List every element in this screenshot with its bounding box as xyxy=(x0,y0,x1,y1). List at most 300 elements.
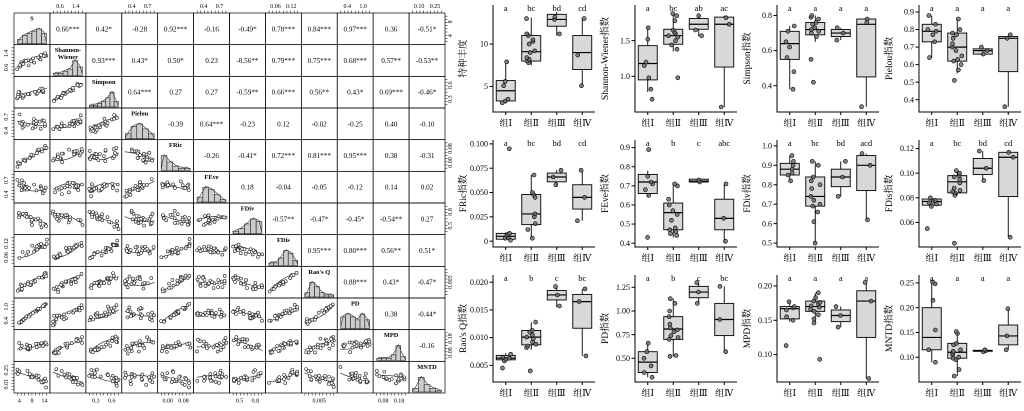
scatter-point xyxy=(129,193,132,196)
axis-tick-label: 0.4 xyxy=(343,4,352,10)
data-point xyxy=(668,228,672,232)
scatterplot xyxy=(232,369,262,385)
y-axis-label: Pielou指数 xyxy=(885,36,895,81)
pairs-cell-r11c11 xyxy=(373,330,409,362)
scatter-point xyxy=(207,282,210,285)
box-group-组Ⅰ xyxy=(638,341,657,379)
scatter-point xyxy=(61,161,64,164)
scatter-point xyxy=(209,376,212,379)
data-point xyxy=(1004,348,1008,352)
scatter-point xyxy=(40,226,43,229)
scatter-point xyxy=(214,311,217,314)
scatter-point xyxy=(52,320,55,323)
scatter-point xyxy=(278,379,281,382)
data-point xyxy=(667,34,671,38)
boxplot-panel-Pielou指数 xyxy=(882,0,1024,135)
correlation-label: 0.92*** xyxy=(163,25,188,34)
scatter-point xyxy=(31,376,34,379)
scatter-point xyxy=(180,247,183,250)
significance-letter: cd xyxy=(578,3,587,13)
scatterplot xyxy=(125,244,155,255)
data-point xyxy=(576,53,580,57)
data-point xyxy=(816,313,820,317)
scatterplot xyxy=(375,369,406,385)
y-tick-label: 1.0 xyxy=(620,71,630,81)
pairs-cell-r5c8 xyxy=(265,140,301,172)
axis-tick-label: 0.7 xyxy=(4,113,10,121)
scatter-point xyxy=(257,286,260,289)
scatterplot xyxy=(268,271,298,293)
box-group-组Ⅰ xyxy=(638,148,657,240)
data-point xyxy=(866,218,870,222)
data-point xyxy=(933,40,937,44)
scatter-point xyxy=(29,216,32,219)
data-point xyxy=(1007,150,1011,154)
scatter-point xyxy=(316,346,319,349)
scatter-point xyxy=(130,350,133,353)
scatterplot xyxy=(161,274,191,293)
scatter-point xyxy=(98,217,101,220)
axis-tick-label: 0.00 xyxy=(162,398,173,405)
scatter-point xyxy=(331,377,334,380)
scatter-point xyxy=(60,122,63,125)
scatter-point xyxy=(75,185,78,188)
y-tick-label: 0.50 xyxy=(616,353,630,363)
y-tick-label: 0.15 xyxy=(900,328,914,338)
scatterplot xyxy=(88,210,120,230)
histogram-bar xyxy=(179,168,185,170)
scatter-point xyxy=(179,180,182,183)
scatter-point xyxy=(272,288,275,291)
data-point xyxy=(984,166,988,170)
scatter-point xyxy=(316,343,319,346)
scatter-point xyxy=(95,368,98,371)
scatter-point xyxy=(77,218,80,221)
y-axis-label: FDis指数 xyxy=(885,174,895,213)
correlation-label: 0.88*** xyxy=(343,278,367,287)
box-group-组Ⅲ xyxy=(689,14,708,38)
axis-tick-label: 0.4 xyxy=(199,4,208,10)
scatter-point xyxy=(24,187,27,190)
histogram-bar xyxy=(58,73,63,75)
scatter-point xyxy=(151,372,154,375)
scatter-point xyxy=(56,95,59,98)
scatter-point xyxy=(100,188,103,191)
scatter-point xyxy=(73,309,76,312)
scatter-point xyxy=(115,116,118,119)
boxplot-chart-特种丰度 xyxy=(456,0,598,135)
data-point xyxy=(860,105,864,109)
pairs-cell-r11c10 xyxy=(337,330,373,362)
histogram-bar xyxy=(245,224,251,234)
box-group-组Ⅱ xyxy=(522,173,541,240)
data-point xyxy=(645,350,649,354)
box-group-组Ⅱ xyxy=(806,159,825,245)
scatter-point xyxy=(66,342,69,345)
data-point xyxy=(979,45,983,49)
scatter-point xyxy=(91,255,94,258)
significance-letter: a xyxy=(1006,273,1011,283)
significance-letter: cd xyxy=(578,138,587,148)
significance-letter: bc xyxy=(953,138,962,148)
pairs-cell-r2c4 xyxy=(122,45,158,77)
scatter-point xyxy=(242,283,245,286)
scatter-point xyxy=(33,250,36,253)
scatter-point xyxy=(40,342,43,345)
significance-letter: bc xyxy=(578,273,587,283)
significance-letter: a xyxy=(503,138,508,148)
scatter-point xyxy=(81,224,84,227)
scatter-point xyxy=(55,318,58,321)
box-group-组Ⅳ xyxy=(857,281,876,381)
scatterplot xyxy=(52,272,83,293)
scatterplot xyxy=(16,272,48,293)
scatter-point xyxy=(268,319,271,322)
axis-tick-label: 0.08 xyxy=(448,143,454,154)
scatter-point xyxy=(29,344,32,347)
pairs-cell-r12c1 xyxy=(14,361,50,393)
pairs-cell-r10c6 xyxy=(194,298,230,330)
pairs-cell-r2c2 xyxy=(50,45,86,77)
scatter-point xyxy=(282,280,285,283)
significance-letter: bd xyxy=(978,138,987,148)
data-point xyxy=(667,197,671,201)
axis-tick-label: 0.3 xyxy=(448,95,454,103)
significance-letter: cd xyxy=(1004,138,1013,148)
trend-line xyxy=(125,282,155,286)
y-tick-label: 0.100 xyxy=(470,139,488,149)
pairs-cell-r2c1 xyxy=(14,45,50,77)
data-point xyxy=(526,228,530,232)
scatter-point xyxy=(217,279,220,282)
scatterplot xyxy=(195,308,226,318)
scatter-point xyxy=(323,312,326,315)
scatter-point xyxy=(112,147,115,150)
data-point xyxy=(675,47,679,51)
scatter-point xyxy=(27,64,30,67)
data-point xyxy=(724,182,728,186)
scatter-point xyxy=(166,372,169,375)
boxplot-panel-Shannon-Wiener指数 xyxy=(598,0,740,135)
pairs-cell-r6c8 xyxy=(265,171,301,203)
scatter-point xyxy=(171,279,174,282)
data-point xyxy=(960,54,964,58)
axis-tick-label: 0.00 xyxy=(448,157,454,168)
histogram-bar xyxy=(22,35,27,43)
box-group-组Ⅳ xyxy=(715,284,734,353)
data-point xyxy=(814,35,818,39)
scatter-point xyxy=(81,335,84,338)
data-point xyxy=(650,97,654,101)
scatter-point xyxy=(277,284,280,287)
correlation-label: -0.59** xyxy=(236,88,259,97)
box-group-组Ⅲ xyxy=(973,348,992,354)
scatter-point xyxy=(296,306,299,309)
data-point xyxy=(676,336,680,340)
y-tick-label: 0.4 xyxy=(762,81,772,91)
pairs-cell-r11c4 xyxy=(122,330,158,362)
scatterplot xyxy=(51,210,84,227)
data-point xyxy=(958,28,962,32)
correlation-label: -0.41* xyxy=(238,152,257,160)
scatter-point xyxy=(129,315,132,318)
scatter-point xyxy=(33,61,36,64)
axis-tick-label: 0.7 xyxy=(215,4,224,10)
scatter-point xyxy=(92,369,95,372)
y-axis-label: MNTD指数 xyxy=(885,305,895,352)
scatter-point xyxy=(283,373,286,376)
data-point xyxy=(668,322,672,326)
pairs-matrix-panel xyxy=(0,0,456,406)
data-point xyxy=(646,174,650,178)
data-point xyxy=(646,37,650,41)
data-point xyxy=(791,87,795,91)
y-tick-label: 0.8 xyxy=(762,11,772,21)
scatter-point xyxy=(351,372,354,375)
axis-tick-label: 1.4 xyxy=(4,49,10,58)
box-group-组Ⅰ xyxy=(496,352,515,370)
scatter-point xyxy=(214,375,217,378)
scatter-point xyxy=(40,381,43,384)
data-point xyxy=(695,301,699,305)
pairs-cell-r1c5 xyxy=(158,13,194,45)
scatter-point xyxy=(98,152,101,155)
data-point xyxy=(506,97,510,101)
scatter-point xyxy=(147,340,150,343)
histogram-bar xyxy=(37,29,42,44)
scatter-point xyxy=(321,377,324,380)
data-point xyxy=(954,330,958,334)
scatter-point xyxy=(313,318,316,321)
scatter-point xyxy=(115,304,118,307)
histogram-bar xyxy=(424,385,430,392)
scatter-point xyxy=(322,344,325,347)
scatter-point xyxy=(52,287,55,290)
data-point xyxy=(668,309,672,313)
scatter-point xyxy=(17,162,20,165)
scatter-point xyxy=(223,279,226,282)
scatter-point xyxy=(145,153,148,156)
data-point xyxy=(530,328,534,332)
pairs-matrix-chart xyxy=(0,0,456,406)
correlation-label: 0.50* xyxy=(167,57,184,65)
data-point xyxy=(809,304,813,308)
data-point xyxy=(810,187,814,191)
scatterplot xyxy=(339,365,370,384)
scatter-point xyxy=(76,275,79,278)
axis-tick-label: 0.08 xyxy=(178,398,189,405)
scatter-point xyxy=(60,187,63,190)
axis-tick-label: 1.4 xyxy=(72,4,80,10)
box-group-组Ⅳ xyxy=(999,307,1018,352)
scatter-point xyxy=(305,351,308,354)
scatter-point xyxy=(317,311,320,314)
data-point xyxy=(955,341,959,345)
data-point xyxy=(810,14,814,18)
scatter-point xyxy=(329,305,332,308)
scatter-point xyxy=(125,283,128,286)
scatter-point xyxy=(242,309,245,312)
scatter-point xyxy=(21,126,24,129)
pairs-cell-r3c10 xyxy=(337,76,373,108)
scatter-point xyxy=(353,343,356,346)
scatter-point xyxy=(163,378,166,381)
scatter-point xyxy=(106,216,109,219)
scatter-point xyxy=(222,216,225,219)
correlation-label: 0.80*** xyxy=(343,247,367,255)
box-group-组Ⅳ xyxy=(573,287,592,358)
scatter-point xyxy=(365,380,368,383)
significance-letter: a xyxy=(864,273,869,283)
boxplot-chart-Shannon-Wiener指数 xyxy=(598,0,740,135)
data-point xyxy=(817,17,821,21)
pairs-cell-r12c8 xyxy=(265,361,301,393)
scatter-point xyxy=(131,342,134,345)
pairs-cell-r12c9 xyxy=(301,361,337,393)
data-point xyxy=(1008,235,1012,239)
pairs-cell-r9c6 xyxy=(194,266,230,298)
significance-letter: a xyxy=(645,138,650,148)
scatter-point xyxy=(144,161,147,164)
box xyxy=(664,203,683,230)
correlation-label: 0.18 xyxy=(241,183,254,192)
box-group-组Ⅲ xyxy=(973,45,992,56)
box-group-组Ⅳ xyxy=(715,16,734,109)
scatter-point xyxy=(20,179,23,182)
scatter-point xyxy=(215,343,218,346)
scatter-point xyxy=(139,278,142,281)
scatter-point xyxy=(52,128,55,131)
scatter-point xyxy=(167,345,170,348)
scatter-point xyxy=(111,182,114,185)
scatter-point xyxy=(146,247,149,250)
scatter-point xyxy=(306,320,309,323)
scatter-point xyxy=(108,282,111,285)
scatter-point xyxy=(28,315,31,318)
data-point xyxy=(838,314,842,318)
pairs-cell-r5c10 xyxy=(337,140,373,172)
box-group-组Ⅰ xyxy=(496,60,515,105)
scatter-point xyxy=(31,312,34,315)
data-point xyxy=(554,183,558,187)
y-tick-label: 0.4 xyxy=(904,95,914,105)
scatter-point xyxy=(142,184,145,187)
data-point xyxy=(835,38,839,42)
scatter-point xyxy=(390,378,393,381)
scatter-point xyxy=(108,220,111,223)
boxplot-chart-PD指数 xyxy=(598,270,740,405)
scatter-point xyxy=(172,314,175,317)
scatter-point xyxy=(88,187,91,190)
correlation-label: 0.27 xyxy=(205,88,218,97)
axis-tick-label: 0.25 xyxy=(4,364,10,376)
scatter-point xyxy=(73,150,76,153)
scatter-point xyxy=(368,340,371,343)
significance-letter: a xyxy=(787,138,792,148)
y-tick-label: 0.010 xyxy=(470,333,488,343)
data-point xyxy=(501,366,505,370)
scatterplot xyxy=(267,368,298,385)
correlation-label: 0.84*** xyxy=(307,25,331,34)
pairs-cell-r8c8 xyxy=(265,235,301,267)
correlation-label: -0.23 xyxy=(239,120,255,129)
data-point xyxy=(933,360,937,364)
scatter-point xyxy=(161,373,164,376)
scatter-point xyxy=(128,306,131,309)
y-tick-label: 0.9 xyxy=(904,7,914,17)
scatter-point xyxy=(351,346,354,349)
box xyxy=(857,19,876,77)
scatter-point xyxy=(88,149,91,152)
data-point xyxy=(673,226,677,230)
pairs-cell-r10c4 xyxy=(122,298,158,330)
x-tick-label: 组Ⅱ xyxy=(949,388,965,398)
pairs-cell-r6c1 xyxy=(14,171,50,203)
scatter-point xyxy=(173,187,176,190)
scatter-point xyxy=(399,374,402,377)
scatter-point xyxy=(128,190,131,193)
scatter-point xyxy=(293,303,296,306)
scatter-point xyxy=(45,225,48,228)
significance-letter: bc xyxy=(527,138,536,148)
significance-letter: a xyxy=(813,273,818,283)
axis-tick-label: 0.12 xyxy=(4,238,10,249)
box-group-组Ⅲ xyxy=(547,168,566,187)
scatterplot xyxy=(160,237,191,258)
scatter-point xyxy=(365,340,368,343)
data-point xyxy=(934,29,938,33)
y-axis-label: PD指数 xyxy=(601,312,611,345)
correlation-label: -0.44* xyxy=(417,310,437,319)
scatter-point xyxy=(260,284,263,287)
pairs-cell-r3c3 xyxy=(86,76,122,108)
pairs-cell-r9c10 xyxy=(337,266,373,298)
scatter-point xyxy=(100,315,103,318)
pairs-cell-r8c11 xyxy=(373,235,409,267)
y-tick-label: 0.6 xyxy=(620,200,630,210)
y-axis-label: Shannon-Wiener指数 xyxy=(601,17,611,100)
histogram-bar xyxy=(63,71,68,75)
correlation-label: 0.64*** xyxy=(199,120,224,129)
scatter-point xyxy=(134,246,137,249)
histogram-bar xyxy=(319,293,324,297)
pairs-cell-r8c4 xyxy=(122,235,158,267)
data-point xyxy=(530,191,534,195)
scatter-point xyxy=(314,351,317,354)
pairs-cell-r2c3 xyxy=(86,45,122,77)
scatter-point xyxy=(79,120,82,123)
scatter-point xyxy=(239,282,242,285)
scatterplot xyxy=(17,211,48,229)
pairs-cell-r10c1 xyxy=(14,298,50,330)
scatter-point xyxy=(37,89,40,92)
scatter-point xyxy=(68,373,71,376)
pairs-cell-r4c11 xyxy=(373,108,409,140)
data-point xyxy=(835,26,839,30)
data-point xyxy=(860,152,864,156)
scatterplot xyxy=(17,113,47,130)
scatter-point xyxy=(31,244,34,247)
y-tick-label: 0.015 xyxy=(470,305,488,315)
data-point xyxy=(792,305,796,309)
variable-label: MPD xyxy=(383,332,399,340)
scatter-point xyxy=(111,340,114,343)
scatter-point xyxy=(234,313,237,316)
significance-letter: a xyxy=(955,273,960,283)
scatter-point xyxy=(102,155,105,158)
significance-letter: bc xyxy=(811,138,820,148)
scatter-point xyxy=(323,374,326,377)
